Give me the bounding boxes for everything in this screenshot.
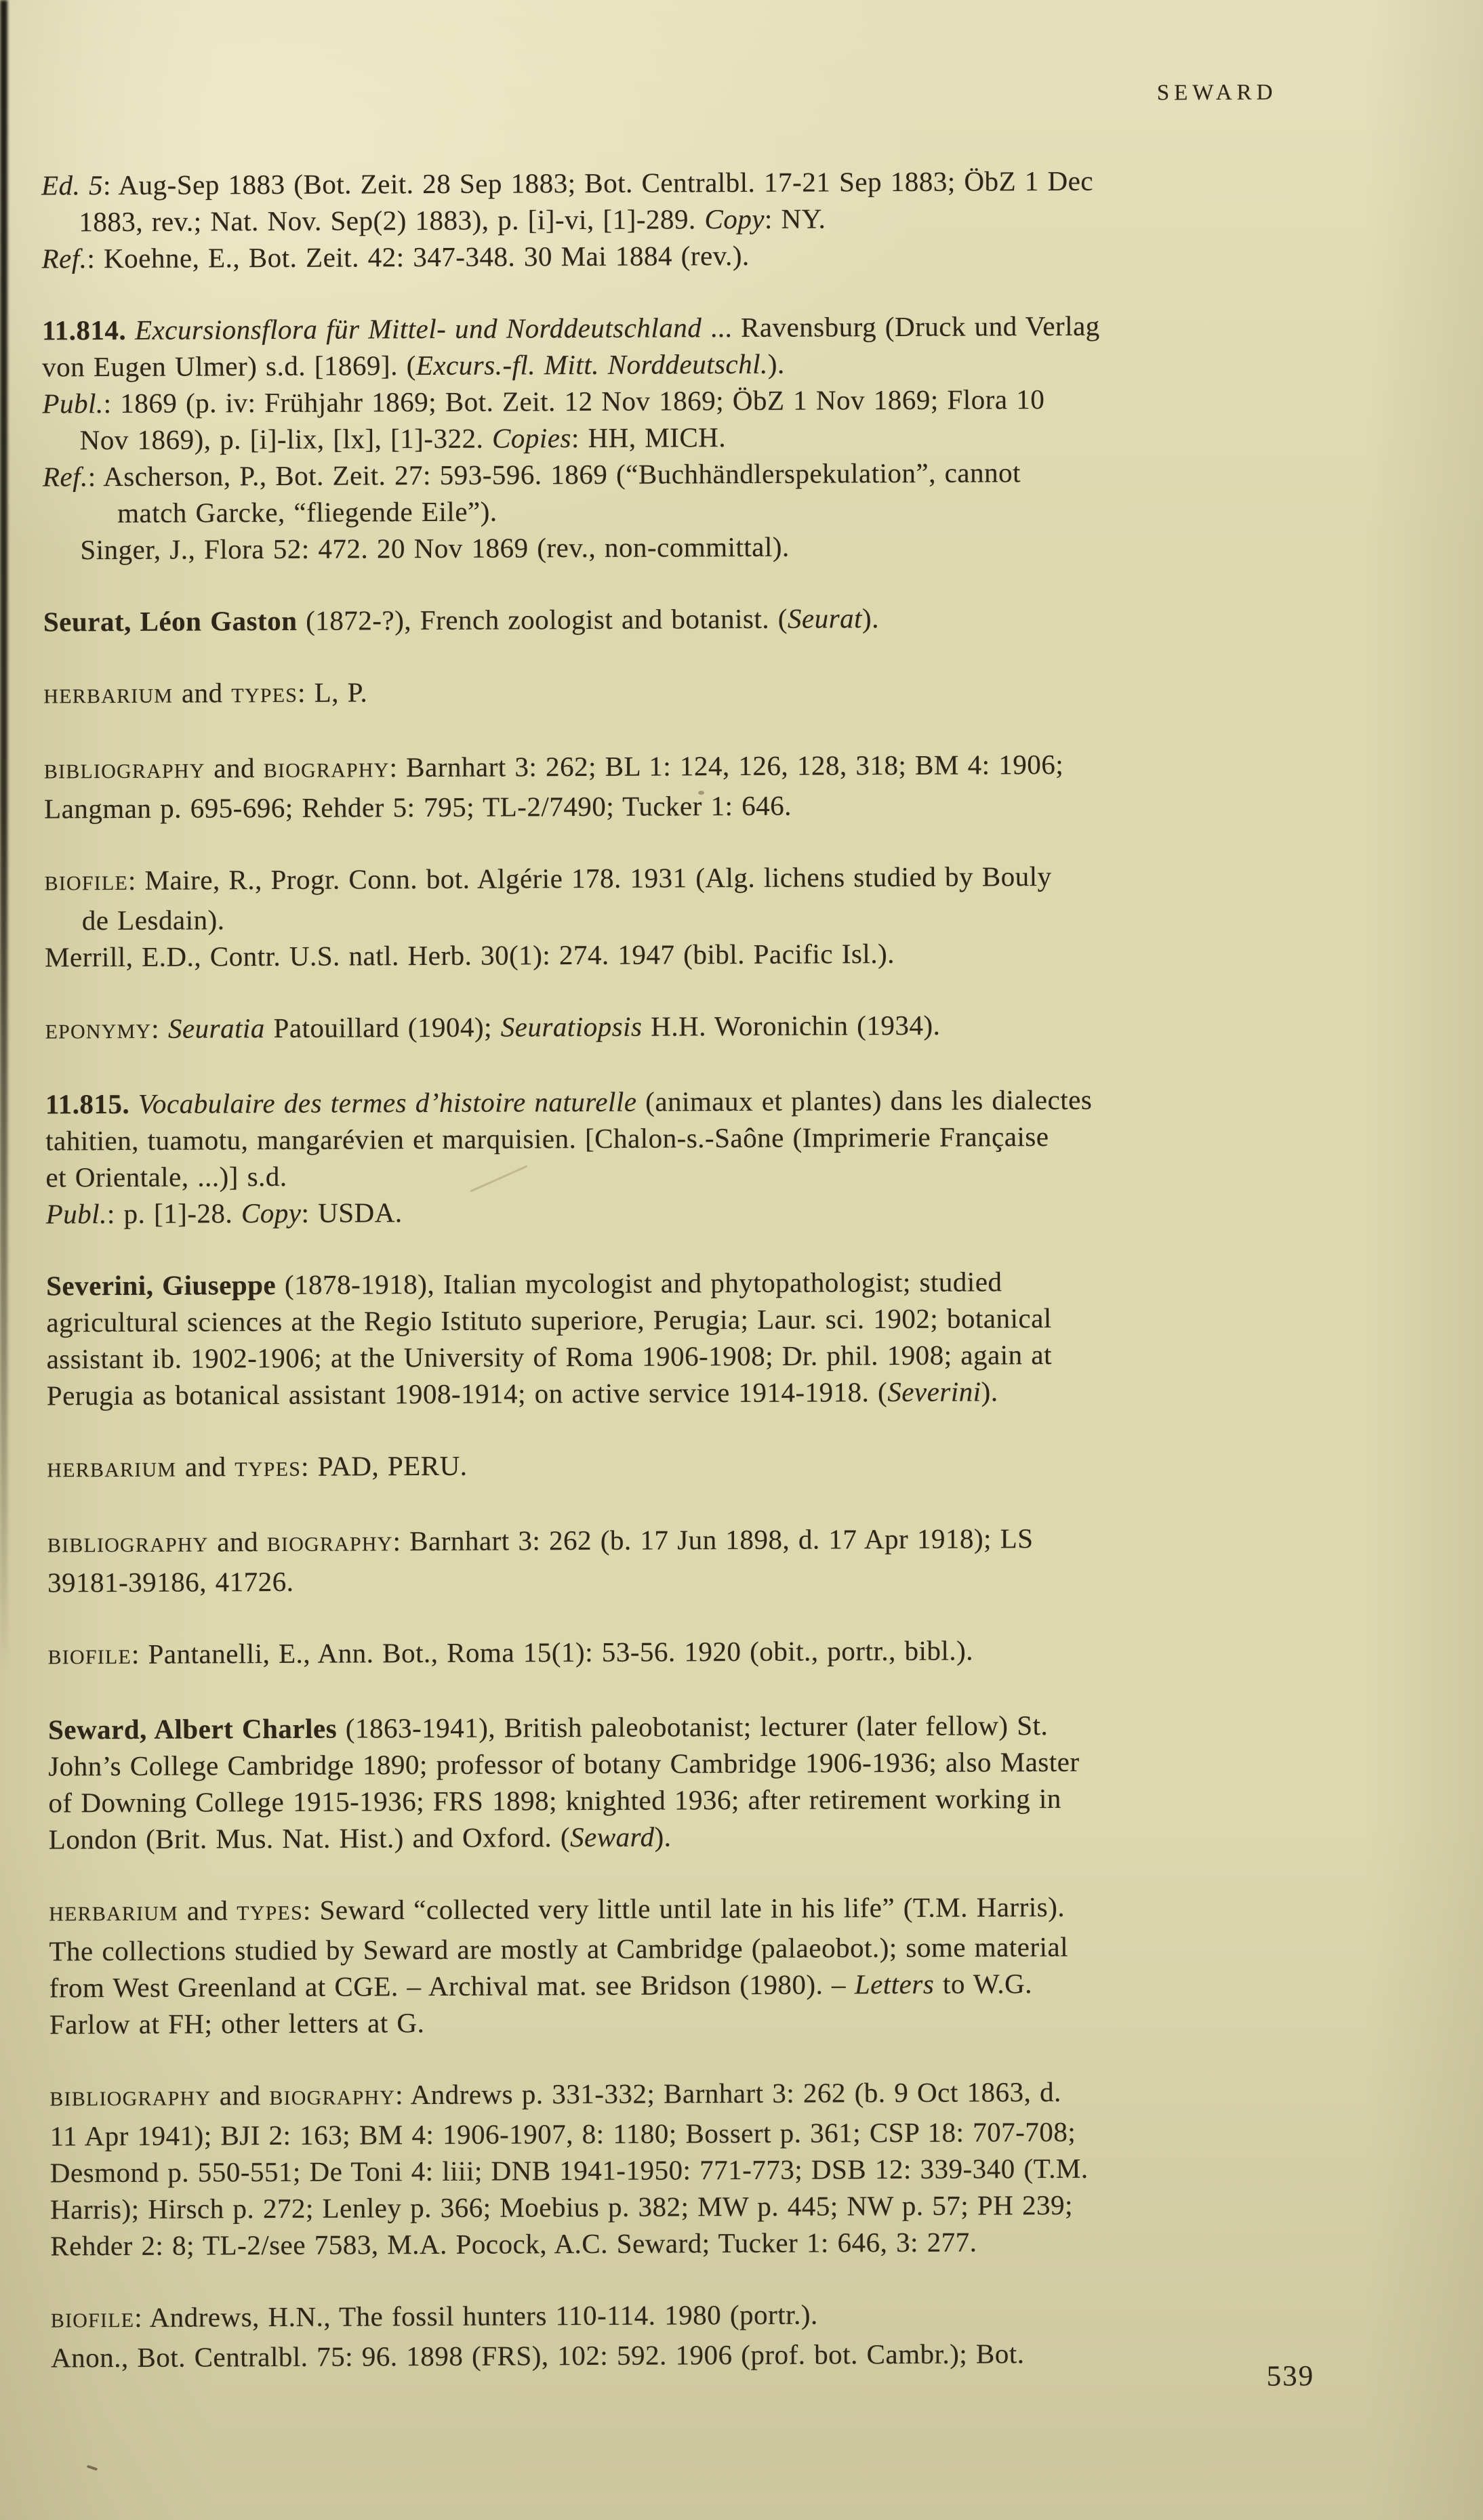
page-number: 539 [1266,2360,1315,2393]
text-line [49,1964,1314,2006]
italic-text: Severini [887,1376,981,1408]
small-caps-label: TYPES [231,684,298,707]
paragraph-seward-bibliography [49,2072,1315,2264]
italic-text: Ref. [41,243,87,274]
paragraph-seurat-bibliography [44,745,1309,827]
small-caps-label: BIOFILE [47,1645,132,1669]
text-run: ). [767,348,785,379]
text-run: : [151,1012,169,1044]
text-run: Harris); Hirsch p. 272; Lenley p. 366; Moebius p. 382; MW p. 445; NW p. 57; PH 239; [50,2189,1074,2225]
text-line [43,526,1307,568]
text-run: : Seward “collected very little until late in his life” (T.M. Harris). [302,1891,1065,1926]
text-run: from West Greenland at CGE. – Archival mat. see Bridson (1980). – [49,1968,855,2004]
text-run: : HH, MICH. [571,421,727,454]
italic-text: Seuratiopsis [500,1010,643,1043]
text-run: Langman p. 695-696; Rehder 5: 795; TL-2/7490; Tucker 1: 646. [43,789,792,825]
text-run: assistant ib. 1902-1906; at the University of Roma 1906-1908; Dr. phil. 1908; again at [46,1339,1053,1375]
running-head: SEWARD [1156,80,1278,106]
text-run: John’s College Cambridge 1890; professor of botany Cambridge 1906-1936; also Master [48,1746,1080,1782]
text-run: 1883, rev.; Nat. Nov. Sep(2) 1883), p. [i]-vi, [1]-289. [79,203,705,238]
text-line [44,785,1309,827]
text-line [43,416,1307,458]
text-run: (1872-?), French zoologist and botanist. ( [297,602,788,636]
text-run: : Barnhart 3: 262 (b. 17 Jun 1898, d. 17 Apr 1918); LS [392,1523,1034,1557]
text-run: : Pantanelli, E., Ann. Bot., Roma 15(1): 53-56. 1920 (obit., portr., bibl.). [131,1634,974,1670]
italic-text: Publ. [42,388,104,419]
text-line [46,1262,1311,1304]
text-line [51,2294,1316,2339]
text-run: de Lesdain). [81,904,225,936]
italic-text: Seward [569,1821,655,1853]
italic-text: Letters [854,1968,935,2000]
text-line [45,1117,1310,1159]
text-column [41,161,1316,2376]
text-run: 11 Apr 1941); BJI 2: 163; BM 4: 1906-1907, 8: 1180; Bossert p. 361; CSP 18: 707-708; [49,2115,1076,2152]
text-run: and [173,677,232,709]
text-run: (1878-1918), Italian mycologist and phytopathologist; studied [276,1266,1002,1300]
italic-text: Copy [241,1197,302,1229]
text-run: agricultural sciences at the Regio Istituto superiore, Perugia; Laur. sci. 1902; botanical [46,1302,1052,1338]
text-line [41,234,1306,276]
text-line [43,453,1307,495]
text-run: match Garcke, “fliegende Eile”). [117,495,497,529]
text-line [45,933,1309,975]
text-run: Merrill, E.D., Contr. U.S. natl. Herb. 30(1): 274. 1947 (bibl. Pacific Isl.). [44,938,895,973]
text-run: and [205,752,264,784]
bold-text: Severini, Giuseppe [46,1268,277,1302]
text-run: et Orientale, ...)] s.d. [45,1160,287,1193]
text-run: Patouillard (1904); [264,1011,501,1044]
text-line [49,1927,1314,1969]
bold-text: 11.815. [45,1088,139,1120]
text-run: Perugia as botanical assistant 1908-1914; on active service 1914-1918. ( [46,1376,888,1411]
text-run: and [178,1895,237,1926]
paragraph-entry-11814 [42,306,1308,568]
text-run: tahitien, tuamotu, mangarévien et marquisien. [Chalon-s.-Saône (Imprimerie Française [45,1121,1049,1157]
text-line [47,1371,1312,1413]
text-run: Desmond p. 550-551; De Toni 4: liii; DNB 1941-1950: 771-773; DSB 12: 339-340 (T.M. [49,2152,1089,2189]
italic-text: Ed. 5 [41,169,104,201]
small-caps-label: BIBLIOGRAPHY [43,760,205,783]
text-run: 39181-39186, 41726. [47,1565,294,1598]
small-caps-label: TYPES [237,1901,303,1925]
italic-text: Excurs.-fl. Mitt. Norddeutschl. [415,348,768,381]
paragraph-seurat-biofile [44,856,1309,975]
text-line [50,2185,1315,2227]
text-run: Nov 1869), p. [i]-lix, [lx], [1]-322. [79,422,493,456]
text-line [48,1742,1313,1784]
italic-text: Copies [491,422,572,454]
text-run: : Andrews, H.N., The fossil hunters 110-114. 1980 (portr.). [134,2298,818,2333]
text-run: : p. [1]-28. [106,1197,242,1230]
text-run: Rehder 2: 8; TL-2/see 7583, M.A. Pocock, A.C. Seward; Tucker 1: 646, 3: 277. [50,2226,977,2262]
text-line [48,1706,1313,1748]
small-caps-label: HERBARIUM [49,1902,179,1926]
small-caps-label: HERBARIUM [47,1458,177,1482]
paragraph-ed5-continuation [41,161,1307,276]
text-line [45,1080,1310,1122]
paragraph-seward-biofile [51,2294,1316,2376]
text-run: (1863-1941), British paleobotanist; lecturer (later fellow) St. [337,1710,1049,1744]
text-run: : Maire, R., Progr. Conn. bot. Algérie 178. 1931 (Alg. lichens studied by Bouly [127,860,1052,896]
text-run: Anon., Bot. Centralbl. 75: 96. 1898 (FRS), 102: 592. 1906 (prof. bot. Cambr.); Bot. [50,2338,1025,2374]
text-run: The collections studied by Seward are mostly at Cambridge (palaeobot.); some material [49,1930,1069,1967]
text-line [44,745,1309,790]
text-run: (animaux et plantes) dans les dialectes [636,1083,1093,1117]
text-line [49,2072,1314,2118]
text-line [44,856,1309,902]
text-line [51,2334,1316,2376]
italic-text: Vocabulaire des termes d’histoire naturelle [138,1086,637,1119]
text-run: Singer, J., Flora 52: 472. 20 Nov 1869 (rev., non-committal). [80,531,790,566]
text-line [50,2112,1315,2154]
small-caps-label: BIBLIOGRAPHY [49,2087,211,2111]
text-run: London (Brit. Mus. Nat. Hist.) and Oxford. ( [48,1821,571,1855]
small-caps-label: HERBARIUM [43,684,174,708]
paragraph-seurat-herbarium [43,669,1308,715]
text-run: ). [981,1376,998,1407]
text-line [47,1443,1312,1489]
text-run: : USDA. [301,1197,403,1228]
text-line [50,2222,1315,2264]
paragraph-seward-herbarium [49,1887,1314,2042]
text-line [42,306,1307,348]
italic-text: Copy [704,203,765,235]
paragraph-severini-bibliography [47,1519,1312,1600]
text-line [42,343,1307,385]
text-line [45,896,1309,938]
paragraph-seurat-eponymy [45,1005,1309,1050]
italic-text: Publ. [45,1198,107,1230]
text-run: ). [861,602,879,634]
text-line [46,1298,1311,1340]
bold-text: Seward, Albert Charles [47,1712,338,1746]
small-caps-label: BIOFILE [50,2309,135,2332]
text-line [46,1190,1311,1232]
small-caps-label: BIOGRAPHY [263,759,390,783]
small-caps-label: EPONYMY [45,1020,152,1044]
text-line [47,1558,1312,1600]
italic-text: Ref. [42,461,88,493]
text-run: and [176,1451,235,1483]
paragraph-severini-heading [46,1262,1312,1413]
text-run: to W.G. [934,1968,1033,2000]
text-run: : NY. [764,203,826,234]
italic-text: Seuratia [167,1012,265,1044]
text-run: and [208,1526,267,1558]
text-run: H.H. Woronichin (1934). [642,1009,941,1042]
text-run: and [211,2080,270,2111]
text-line [49,2000,1314,2042]
text-line [41,161,1306,203]
italic-text: Excursionsflora für Mittel- und Norddeutschland [134,312,702,346]
paragraph-severini-biofile [47,1630,1312,1676]
text-line [47,1335,1312,1377]
paragraph-severini-herbarium [47,1443,1312,1489]
small-caps-label: BIOGRAPHY [266,1533,393,1556]
text-line [42,379,1307,421]
text-run: Farlow at FH; other letters at G. [49,2007,425,2040]
bold-text: 11.814. [41,314,136,346]
italic-text: Seurat [787,602,863,634]
paragraph-entry-11815 [45,1080,1311,1232]
text-run: : 1869 (p. iv: Frühjahr 1869; Bot. Zeit. 12 Nov 1869; ÖbZ 1 Nov 1869; Flora 10 [103,384,1045,419]
small-caps-label: BIOGRAPHY [269,2086,396,2110]
bold-text: Seurat, Léon Gaston [43,604,298,638]
text-line [43,669,1308,715]
text-line [47,1519,1312,1564]
text-run: ... Ravensburg (Druck und Verlag [702,310,1100,344]
text-line [43,598,1308,640]
text-line [45,1153,1310,1195]
paragraph-seurat-heading [43,598,1308,640]
text-line [47,1630,1312,1676]
small-caps-label: BIBLIOGRAPHY [47,1533,209,1557]
paragraph-seward-heading [48,1706,1314,1857]
text-run: ). [654,1821,672,1853]
small-caps-label: BIOFILE [44,871,129,895]
text-run: : Ascherson, P., Bot. Zeit. 27: 593-596. 1869 (“Buchhändlerspekulation”, cannot [87,457,1021,493]
text-run: : Barnhart 3: 262; BL 1: 124, 126, 128, 318; BM 4: 1906; [389,748,1064,783]
text-line [49,1815,1314,1857]
text-run: : Andrews p. 331-332; Barnhart 3: 262 (b. 9 Oct 1863, d. [395,2075,1061,2111]
text-line [48,1779,1313,1821]
text-run: : PAD, PERU. [300,1449,468,1482]
text-line [41,198,1306,240]
text-line [50,2149,1315,2191]
text-line [49,1887,1314,1933]
text-run: : Koehne, E., Bot. Zeit. 42: 347-348. 30 Mai 1884 (rev.). [87,239,750,274]
text-run: : L, P. [297,676,368,708]
text-line [43,489,1307,531]
text-run: von Eugen Ulmer) s.d. [1869]. ( [42,350,416,383]
text-line [45,1005,1309,1050]
text-run: : Aug-Sep 1883 (Bot. Zeit. 28 Sep 1883; Bot. Centralbl. 17-21 Sep 1883; ÖbZ 1 Dec [103,165,1094,201]
small-caps-label: TYPES [235,1458,302,1481]
text-run: of Downing College 1915-1936; FRS 1898; knighted 1936; after retirement working in [48,1782,1061,1819]
